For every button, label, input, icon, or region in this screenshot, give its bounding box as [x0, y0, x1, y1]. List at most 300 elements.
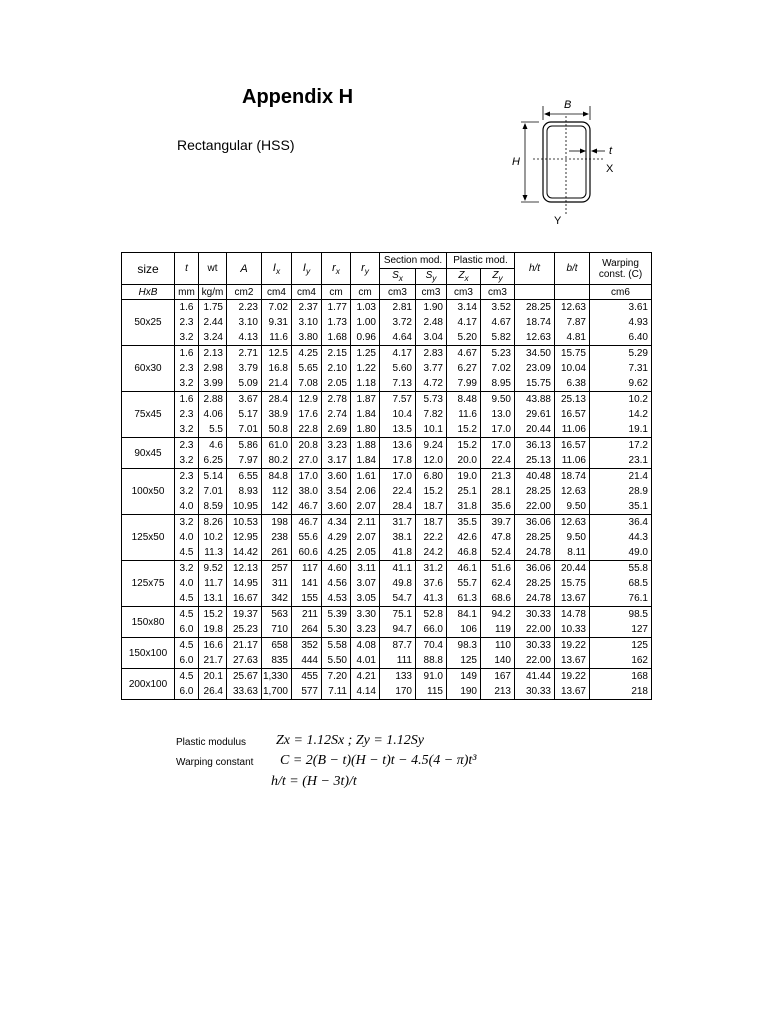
table-cell: 28.9 — [590, 484, 652, 499]
table-cell: 1.77 — [322, 300, 351, 316]
table-row — [122, 300, 652, 316]
table-cell: 30.33 — [515, 607, 555, 623]
col-zy: $Z_y$ — [481, 269, 515, 285]
table-cell: 36.4 — [590, 515, 652, 531]
table-cell: 9.50 — [555, 530, 590, 545]
table-cell: 5.5 — [199, 422, 227, 438]
col-ix: $I_x$ — [262, 253, 292, 285]
table-cell: 22.2 — [416, 530, 447, 545]
table-cell: 3.77 — [416, 361, 447, 376]
table-cell: 4.5 — [175, 607, 199, 623]
table-cell: 88.8 — [416, 653, 447, 669]
table-cell: 31.8 — [447, 499, 481, 515]
table-cell: 133 — [380, 669, 416, 685]
table-cell: 7.97 — [227, 453, 262, 469]
table-cell: 3.24 — [199, 330, 227, 346]
unit-cell: HxB — [122, 285, 175, 300]
table-cell: 29.61 — [515, 407, 555, 422]
table-cell: 5.14 — [199, 469, 227, 485]
table-cell: 141 — [292, 576, 322, 591]
table-cell: 35.1 — [590, 499, 652, 515]
table-cell: 11.7 — [199, 576, 227, 591]
diagram-label-b: B — [564, 99, 572, 111]
table-cell: 5.17 — [227, 407, 262, 422]
table-cell: 19.22 — [555, 638, 590, 654]
table-cell: 31.2 — [416, 561, 447, 577]
table-cell: 16.57 — [555, 407, 590, 422]
table-cell: 2.74 — [322, 407, 351, 422]
table-cell: 3.61 — [590, 300, 652, 316]
table-cell: 14.95 — [227, 576, 262, 591]
table-cell: 7.57 — [380, 392, 416, 408]
table-cell: 5.58 — [322, 638, 351, 654]
table-cell: 12.63 — [515, 330, 555, 346]
size-cell: 150x100 — [122, 638, 175, 669]
table-cell: 8.48 — [447, 392, 481, 408]
unit-cell: mm — [175, 285, 199, 300]
table-row — [122, 530, 652, 545]
table-cell: 3.11 — [351, 561, 380, 577]
table-cell: 30.33 — [515, 638, 555, 654]
table-cell: 5.23 — [481, 346, 515, 362]
size-group — [122, 300, 652, 346]
diagram-label-y: Y — [554, 215, 562, 227]
table-cell: 106 — [447, 622, 481, 638]
table-cell: 44.3 — [590, 530, 652, 545]
col-b-t: b/t — [555, 253, 590, 285]
table-cell: 13.5 — [380, 422, 416, 438]
table-cell: 14.2 — [590, 407, 652, 422]
table-cell: 13.67 — [555, 591, 590, 607]
table-cell: 10.2 — [590, 392, 652, 408]
table-row — [122, 638, 652, 654]
table-cell: 115 — [416, 684, 447, 700]
table-cell: 11.06 — [555, 453, 590, 469]
table-cell: 111 — [380, 653, 416, 669]
warping-constant-equation: C = 2(B − t)(H − t)t − 4.5(4 − π)t³ — [280, 753, 477, 768]
table-cell: 14.42 — [227, 545, 262, 561]
table-cell: 3.04 — [416, 330, 447, 346]
table-cell: 38.0 — [292, 484, 322, 499]
table-cell: 2.48 — [416, 315, 447, 330]
table-cell: 42.6 — [447, 530, 481, 545]
table-cell: 9.62 — [590, 376, 652, 392]
table-cell: 1,700 — [262, 684, 292, 700]
table-row — [122, 607, 652, 623]
table-cell: 28.25 — [515, 576, 555, 591]
table-cell: 21.4 — [590, 469, 652, 485]
table-cell: 1.90 — [416, 300, 447, 316]
table-cell: 6.55 — [227, 469, 262, 485]
table-cell: 4.25 — [292, 346, 322, 362]
table-cell: 4.13 — [227, 330, 262, 346]
table-cell: 41.3 — [416, 591, 447, 607]
table-cell: 3.23 — [351, 622, 380, 638]
table-cell: 22.00 — [515, 622, 555, 638]
table-cell: 4.5 — [175, 591, 199, 607]
table-cell: 1.00 — [351, 315, 380, 330]
table-cell: 835 — [262, 653, 292, 669]
table-cell: 28.1 — [481, 484, 515, 499]
table-cell: 2.69 — [322, 422, 351, 438]
table-row — [122, 561, 652, 577]
table-cell: 22.4 — [380, 484, 416, 499]
table-cell: 7.01 — [199, 484, 227, 499]
unit-cell: cm6 — [590, 285, 652, 300]
col-iy: $I_y$ — [292, 253, 322, 285]
page-title: Appendix H — [242, 86, 354, 108]
col-ry: $r_y$ — [351, 253, 380, 285]
table-cell: 19.22 — [555, 669, 590, 685]
table-cell: 55.7 — [447, 576, 481, 591]
table-cell: 94.7 — [380, 622, 416, 638]
table-cell: 12.63 — [555, 484, 590, 499]
table-cell: 17.0 — [292, 469, 322, 485]
size-group — [122, 515, 652, 561]
table-cell: 352 — [292, 638, 322, 654]
table-cell: 7.31 — [590, 361, 652, 376]
table-cell: 36.06 — [515, 561, 555, 577]
table-cell: 2.23 — [227, 300, 262, 316]
table-cell: 98.3 — [447, 638, 481, 654]
table-cell: 4.29 — [322, 530, 351, 545]
table-cell: 3.10 — [292, 315, 322, 330]
table-cell: 15.75 — [555, 346, 590, 362]
table-cell: 127 — [590, 622, 652, 638]
col-sy: $S_y$ — [416, 269, 447, 285]
col-group-plastic-mod: Plastic mod. — [447, 253, 515, 269]
table-cell: 17.0 — [380, 469, 416, 485]
unit-cell: cm — [322, 285, 351, 300]
table-cell: 1.75 — [199, 300, 227, 316]
table-cell: 710 — [262, 622, 292, 638]
table-cell: 2.88 — [199, 392, 227, 408]
table-row — [122, 591, 652, 607]
table-cell: 162 — [590, 653, 652, 669]
table-cell: 7.02 — [481, 361, 515, 376]
table-cell: 4.72 — [416, 376, 447, 392]
table-cell: 168 — [590, 669, 652, 685]
table-cell: 2.07 — [351, 499, 380, 515]
table-cell: 52.8 — [416, 607, 447, 623]
size-cell: 75x45 — [122, 392, 175, 438]
table-cell: 49.0 — [590, 545, 652, 561]
table-cell: 2.10 — [322, 361, 351, 376]
table-cell: 19.1 — [590, 422, 652, 438]
table-cell: 55.6 — [292, 530, 322, 545]
table-cell: 27.0 — [292, 453, 322, 469]
size-cell: 125x50 — [122, 515, 175, 561]
table-row — [122, 653, 652, 669]
table-cell: 4.17 — [447, 315, 481, 330]
table-cell: 218 — [590, 684, 652, 700]
table-cell: 7.13 — [380, 376, 416, 392]
table-cell: 6.80 — [416, 469, 447, 485]
table-cell: 6.0 — [175, 653, 199, 669]
size-cell: 90x45 — [122, 438, 175, 469]
table-cell: 39.7 — [481, 515, 515, 531]
table-cell: 7.99 — [447, 376, 481, 392]
table-cell: 15.75 — [515, 376, 555, 392]
table-cell: 15.2 — [447, 438, 481, 454]
table-cell: 5.50 — [322, 653, 351, 669]
table-cell: 16.57 — [555, 438, 590, 454]
table-cell: 3.2 — [175, 422, 199, 438]
table-cell: 12.63 — [555, 300, 590, 316]
table-cell: 4.5 — [175, 638, 199, 654]
col-sx: $S_x$ — [380, 269, 416, 285]
table-cell: 26.4 — [199, 684, 227, 700]
table-cell: 33.63 — [227, 684, 262, 700]
table-cell: 2.05 — [322, 376, 351, 392]
table-cell: 1,330 — [262, 669, 292, 685]
table-cell: 1.03 — [351, 300, 380, 316]
table-cell: 21.4 — [262, 376, 292, 392]
table-row — [122, 469, 652, 485]
table-row — [122, 453, 652, 469]
col-h-t: h/t — [515, 253, 555, 285]
table-cell: 22.00 — [515, 653, 555, 669]
col-zx: $Z_x$ — [447, 269, 481, 285]
table-cell: 3.30 — [351, 607, 380, 623]
table-cell: 3.79 — [227, 361, 262, 376]
table-cell: 3.52 — [481, 300, 515, 316]
table-cell: 15.2 — [416, 484, 447, 499]
table-cell: 7.01 — [227, 422, 262, 438]
table-cell: 1.22 — [351, 361, 380, 376]
table-cell: 7.87 — [555, 315, 590, 330]
table-cell: 211 — [292, 607, 322, 623]
unit-cell: cm4 — [292, 285, 322, 300]
table-cell: 4.06 — [199, 407, 227, 422]
table-cell: 170 — [380, 684, 416, 700]
table-cell: 16.67 — [227, 591, 262, 607]
table-cell: 3.2 — [175, 561, 199, 577]
table-cell: 9.50 — [555, 499, 590, 515]
table-cell: 41.8 — [380, 545, 416, 561]
table-cell: 142 — [262, 499, 292, 515]
table-cell: 12.9 — [292, 392, 322, 408]
table-cell: 37.6 — [416, 576, 447, 591]
table-cell: 4.60 — [322, 561, 351, 577]
diagram-label-h: H — [512, 156, 520, 168]
table-cell: 140 — [481, 653, 515, 669]
unit-cell: cm3 — [380, 285, 416, 300]
table-cell: 54.7 — [380, 591, 416, 607]
table-cell: 1.25 — [351, 346, 380, 362]
warping-constant-label: Warping constant — [176, 757, 254, 768]
table-cell: 2.15 — [322, 346, 351, 362]
table-row — [122, 376, 652, 392]
table-cell: 2.3 — [175, 438, 199, 454]
section-properties-table-wrap — [121, 252, 652, 700]
table-cell: 10.95 — [227, 499, 262, 515]
col-rx: $r_x$ — [322, 253, 351, 285]
table-cell: 46.1 — [447, 561, 481, 577]
table-cell: 3.05 — [351, 591, 380, 607]
table-cell: 12.95 — [227, 530, 262, 545]
table-cell: 2.3 — [175, 361, 199, 376]
table-cell: 13.67 — [555, 653, 590, 669]
table-cell: 17.8 — [380, 453, 416, 469]
table-cell: 27.63 — [227, 653, 262, 669]
table-cell: 17.0 — [481, 422, 515, 438]
table-cell: 112 — [262, 484, 292, 499]
table-cell: 4.56 — [322, 576, 351, 591]
table-cell: 11.06 — [555, 422, 590, 438]
table-cell: 6.27 — [447, 361, 481, 376]
table-cell: 264 — [292, 622, 322, 638]
table-cell: 4.6 — [199, 438, 227, 454]
table-cell: 25.1 — [447, 484, 481, 499]
table-cell: 4.5 — [175, 545, 199, 561]
table-cell: 60.6 — [292, 545, 322, 561]
unit-cell: cm3 — [416, 285, 447, 300]
table-cell: 8.59 — [199, 499, 227, 515]
table-cell: 4.0 — [175, 530, 199, 545]
table-cell: 13.0 — [481, 407, 515, 422]
unit-cell: cm3 — [481, 285, 515, 300]
col-t: t — [175, 253, 199, 285]
table-cell: 1.84 — [351, 453, 380, 469]
table-cell: 257 — [262, 561, 292, 577]
table-cell: 261 — [262, 545, 292, 561]
hss-cross-section-diagram — [505, 96, 625, 231]
table-cell: 80.2 — [262, 453, 292, 469]
table-cell: 3.2 — [175, 376, 199, 392]
table-cell: 19.8 — [199, 622, 227, 638]
table-cell: 30.33 — [515, 684, 555, 700]
table-row — [122, 684, 652, 700]
table-cell: 18.74 — [515, 315, 555, 330]
table-cell: 40.48 — [515, 469, 555, 485]
table-cell: 3.10 — [227, 315, 262, 330]
table-cell: 47.8 — [481, 530, 515, 545]
size-cell: 150x80 — [122, 607, 175, 638]
table-cell: 11.6 — [262, 330, 292, 346]
table-cell: 46.7 — [292, 515, 322, 531]
table-cell: 3.54 — [322, 484, 351, 499]
col-group-section-mod: Section mod. — [380, 253, 447, 269]
table-row — [122, 407, 652, 422]
table-cell: 41.44 — [515, 669, 555, 685]
table-cell: 20.8 — [292, 438, 322, 454]
table-cell: 46.8 — [447, 545, 481, 561]
table-cell: 4.14 — [351, 684, 380, 700]
table-cell: 2.13 — [199, 346, 227, 362]
table-cell: 7.82 — [416, 407, 447, 422]
table-cell: 35.5 — [447, 515, 481, 531]
table-cell: 15.2 — [199, 607, 227, 623]
table-cell: 3.2 — [175, 330, 199, 346]
table-cell: 11.6 — [447, 407, 481, 422]
table-cell: 125 — [590, 638, 652, 654]
table-row — [122, 438, 652, 454]
table-cell: 3.72 — [380, 315, 416, 330]
unit-cell: kg/m — [199, 285, 227, 300]
unit-cell: cm3 — [447, 285, 481, 300]
table-cell: 4.53 — [322, 591, 351, 607]
table-cell: 563 — [262, 607, 292, 623]
table-cell: 1.73 — [322, 315, 351, 330]
table-cell: 68.5 — [590, 576, 652, 591]
table-cell: 6.40 — [590, 330, 652, 346]
table-row — [122, 315, 652, 330]
table-cell: 2.71 — [227, 346, 262, 362]
table-cell: 658 — [262, 638, 292, 654]
table-cell: 4.67 — [447, 346, 481, 362]
table-cell: 84.1 — [447, 607, 481, 623]
table-cell: 5.73 — [416, 392, 447, 408]
table-cell: 1.6 — [175, 346, 199, 362]
table-cell: 84.8 — [262, 469, 292, 485]
table-cell: 5.09 — [227, 376, 262, 392]
table-cell: 7.20 — [322, 669, 351, 685]
unit-cell: cm4 — [262, 285, 292, 300]
table-cell: 2.98 — [199, 361, 227, 376]
table-cell: 5.86 — [227, 438, 262, 454]
table-cell: 18.7 — [416, 499, 447, 515]
unit-cell: cm2 — [227, 285, 262, 300]
table-cell: 14.78 — [555, 607, 590, 623]
table-cell: 17.2 — [590, 438, 652, 454]
table-cell: 2.3 — [175, 469, 199, 485]
plastic-modulus-equation: Zx = 1.12Sx ; Zy = 1.12Sy — [276, 733, 424, 748]
table-cell: 9.24 — [416, 438, 447, 454]
table-row — [122, 346, 652, 362]
table-cell: 2.81 — [380, 300, 416, 316]
table-cell: 12.5 — [262, 346, 292, 362]
table-cell: 4.5 — [175, 669, 199, 685]
size-group — [122, 607, 652, 638]
table-cell: 17.0 — [481, 438, 515, 454]
table-cell: 3.60 — [322, 469, 351, 485]
table-cell: 7.11 — [322, 684, 351, 700]
table-cell: 13.67 — [555, 684, 590, 700]
size-cell: 60x30 — [122, 346, 175, 392]
table-cell: 3.07 — [351, 576, 380, 591]
size-group — [122, 638, 652, 669]
table-cell: 91.0 — [416, 669, 447, 685]
table-cell: 3.99 — [199, 376, 227, 392]
table-cell: 455 — [292, 669, 322, 685]
table-row — [122, 545, 652, 561]
table-cell: 2.37 — [292, 300, 322, 316]
table-cell: 444 — [292, 653, 322, 669]
table-cell: 2.78 — [322, 392, 351, 408]
table-cell: 18.7 — [416, 515, 447, 531]
table-cell: 87.7 — [380, 638, 416, 654]
table-cell: 76.1 — [590, 591, 652, 607]
table-cell: 6.25 — [199, 453, 227, 469]
table-cell: 15.2 — [447, 422, 481, 438]
table-cell: 20.1 — [199, 669, 227, 685]
table-cell: 4.81 — [555, 330, 590, 346]
table-cell: 3.23 — [322, 438, 351, 454]
table-cell: 20.0 — [447, 453, 481, 469]
table-cell: 3.2 — [175, 515, 199, 531]
table-cell: 5.65 — [292, 361, 322, 376]
table-cell: 8.26 — [199, 515, 227, 531]
size-cell: 50x25 — [122, 300, 175, 346]
ht-equation: h/t = (H − 3t)/t — [271, 774, 357, 789]
page-subtitle: Rectangular (HSS) — [177, 137, 295, 153]
col-size: size — [122, 253, 175, 285]
table-cell: 4.0 — [175, 499, 199, 515]
table-cell: 119 — [481, 622, 515, 638]
table-cell: 25.23 — [227, 622, 262, 638]
table-cell: 21.7 — [199, 653, 227, 669]
